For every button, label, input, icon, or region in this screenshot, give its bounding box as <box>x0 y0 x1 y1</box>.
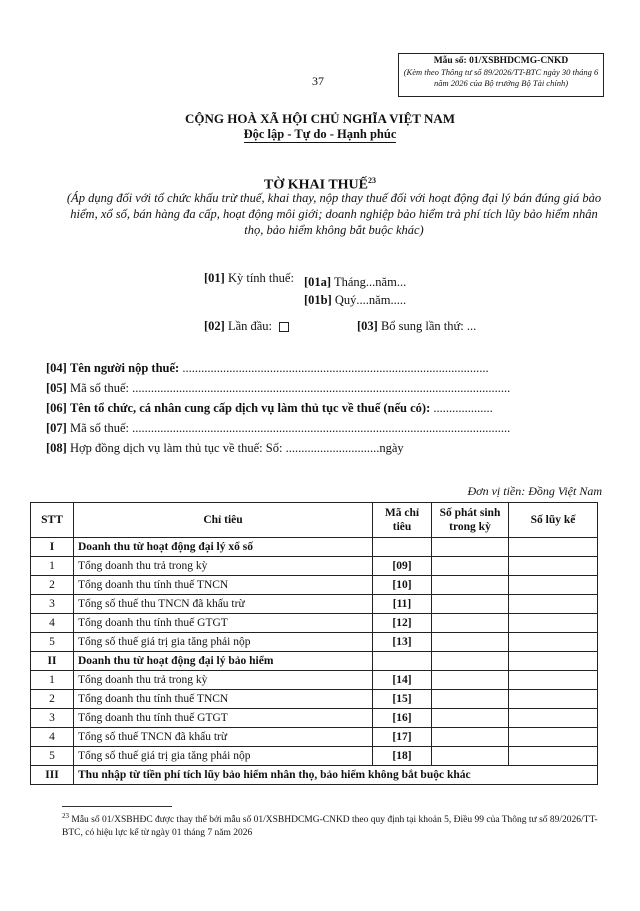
row-indicator: Doanh thu từ hoạt động đại lý bảo hiểm <box>74 652 373 671</box>
field-01b-label: Quý....năm..... <box>334 293 407 307</box>
table-row <box>31 690 598 709</box>
row-accumulated-cell <box>509 652 598 671</box>
row-stt: II <box>31 652 74 671</box>
row-accumulated-cell[interactable] <box>509 595 598 614</box>
row-accumulated-cell[interactable] <box>509 633 598 652</box>
page-number: 37 <box>312 74 324 88</box>
table-row <box>31 557 598 576</box>
field-01-code: [01] <box>204 271 225 285</box>
national-title: CỘNG HOÀ XÃ HỘI CHỦ NGHĨA VIỆT NAM <box>184 111 456 126</box>
table-row <box>31 728 598 747</box>
motto-text: Độc lập - Tự do - Hạnh phúc <box>243 127 397 141</box>
row-indicator: Tổng số thuế TNCN đã khấu trừ <box>74 728 373 747</box>
table-body <box>31 538 598 785</box>
form-title-text: TỜ KHAI THUẾ <box>264 177 368 193</box>
row-accumulated-cell[interactable] <box>509 709 598 728</box>
field-06-label: Tên tổ chức, cá nhân cung cấp dịch vụ làm thủ tục về thuế (nếu có): <box>69 401 431 415</box>
field-06-dots: ................... <box>433 401 493 415</box>
row-arising-cell[interactable] <box>432 690 509 709</box>
field-02 <box>204 319 289 334</box>
header-stt: STT <box>31 503 74 538</box>
field-01b-code: [01b] <box>304 293 332 307</box>
field-08-code: [08] <box>46 441 67 455</box>
field-06-code: [06] <box>46 401 67 415</box>
table-section-row <box>31 766 598 785</box>
field-03-label: Bổ sung lần thứ: ... <box>380 319 477 333</box>
row-arising-cell[interactable] <box>432 614 509 633</box>
row-indicator: Tổng doanh thu trả trong kỳ <box>74 557 373 576</box>
field-01 <box>204 271 294 286</box>
table-row <box>31 709 598 728</box>
title-footnote-ref: 23 <box>368 176 376 185</box>
table-row <box>31 614 598 633</box>
table-row <box>31 595 598 614</box>
row-code: [15] <box>373 690 432 709</box>
table-row <box>31 633 598 652</box>
row-accumulated-cell[interactable] <box>509 747 598 766</box>
table-row <box>31 747 598 766</box>
footnote-divider <box>62 806 172 807</box>
field-04[interactable] <box>46 361 489 376</box>
row-arising-cell[interactable] <box>432 633 509 652</box>
field-01a[interactable] <box>304 275 406 290</box>
row-accumulated-cell[interactable] <box>509 671 598 690</box>
row-indicator: Thu nhập từ tiền phí tích lũy bảo hiểm nhân thọ, bảo hiểm không bắt buộc khác <box>74 766 598 785</box>
form-code: Mẫu số: 01/XSBHDCMG-CNKD <box>433 56 569 66</box>
field-01b[interactable] <box>304 293 406 308</box>
field-01a-label: Tháng...năm... <box>333 275 407 289</box>
row-indicator: Tổng số thuế giá trị gia tăng phải nộp <box>74 747 373 766</box>
row-accumulated-cell <box>509 538 598 557</box>
footnote-text: Mẫu số 01/XSBHĐC được thay thế bởi mẫu số 01/XSBHDCMG-CNKD theo quy định tại khoản 5, Điều 99 của Thông tư số 89/2026/TT-BTC, có hiệu lực kể từ ngày 01 tháng 7 năm 2026 <box>62 815 598 839</box>
row-stt: 5 <box>31 633 74 652</box>
row-accumulated-cell[interactable] <box>509 576 598 595</box>
table-section-row <box>31 652 598 671</box>
row-code: [09] <box>373 557 432 576</box>
row-indicator: Tổng số thuế giá trị gia tăng phải nộp <box>74 633 373 652</box>
row-arising-cell[interactable] <box>432 595 509 614</box>
row-code <box>373 538 432 557</box>
header-indicator: Chỉ tiêu <box>74 503 373 538</box>
header-accumulated: Số lũy kế <box>509 503 598 538</box>
field-03[interactable] <box>357 319 476 334</box>
currency-unit: Đơn vị tiền: Đồng Việt Nam <box>467 484 602 498</box>
field-07-code: [07] <box>46 421 67 435</box>
row-accumulated-cell[interactable] <box>509 614 598 633</box>
header-arising: Số phát sinh trong kỳ <box>432 503 509 538</box>
field-02-label: Lần đầu: <box>227 319 273 333</box>
row-arising-cell <box>432 652 509 671</box>
field-04-dots: .................................................................................................. <box>182 361 489 375</box>
row-indicator: Doanh thu từ hoạt động đại lý xổ số <box>74 538 373 557</box>
row-code: [12] <box>373 614 432 633</box>
field-03-code: [03] <box>357 319 378 333</box>
row-code: [11] <box>373 595 432 614</box>
row-stt: 5 <box>31 747 74 766</box>
field-01a-code: [01a] <box>304 275 332 289</box>
row-accumulated-cell[interactable] <box>509 690 598 709</box>
national-motto <box>0 127 640 142</box>
row-code: [13] <box>373 633 432 652</box>
field-05-code: [05] <box>46 381 67 395</box>
field-06[interactable] <box>46 401 493 416</box>
row-arising-cell[interactable] <box>432 709 509 728</box>
row-arising-cell <box>432 538 509 557</box>
field-08[interactable] <box>46 441 404 456</box>
field-05[interactable] <box>46 381 510 396</box>
field-05-dots: ......................................................................................................................... <box>132 381 511 395</box>
row-accumulated-cell[interactable] <box>509 728 598 747</box>
row-code <box>373 652 432 671</box>
field-01-label: Kỳ tính thuế: <box>227 271 294 285</box>
row-stt: 1 <box>31 557 74 576</box>
field-05-label: Mã số thuế: <box>69 381 129 395</box>
row-stt: III <box>31 766 74 785</box>
row-arising-cell[interactable] <box>432 557 509 576</box>
footnote <box>62 810 602 840</box>
form-subtitle: (Áp dụng đối với tổ chức khấu trừ thuế, khai thay, nộp thay thuế đối với hoạt động đại lý bán đúng giá bảo hiểm, xổ số, bán hàng đa cấp, hoạt động môi giới; doanh nghiệp bảo hiểm trả phí tích lũy bảo hiểm nhân thọ, bảo hiểm không bắt buộc khác) <box>66 191 602 237</box>
row-stt: 3 <box>31 595 74 614</box>
field-02-code: [02] <box>204 319 225 333</box>
row-indicator: Tổng doanh thu tính thuế TNCN <box>74 576 373 595</box>
table-row <box>31 671 598 690</box>
row-code: [18] <box>373 747 432 766</box>
first-time-checkbox[interactable] <box>279 322 289 332</box>
field-04-label: Tên người nộp thuế: <box>69 361 180 375</box>
row-indicator: Tổng doanh thu tính thuế TNCN <box>74 690 373 709</box>
row-code: [14] <box>373 671 432 690</box>
table-header-row <box>31 503 598 538</box>
row-stt: 1 <box>31 671 74 690</box>
form-code-box <box>398 53 604 97</box>
row-indicator: Tổng doanh thu tính thuế GTGT <box>74 614 373 633</box>
row-stt: 2 <box>31 690 74 709</box>
row-stt: 2 <box>31 576 74 595</box>
row-accumulated-cell[interactable] <box>509 557 598 576</box>
footnote-ref: 23 <box>62 812 69 820</box>
row-stt: 4 <box>31 614 74 633</box>
row-indicator: Tổng doanh thu tính thuế GTGT <box>74 709 373 728</box>
field-08-label: Hợp đồng dịch vụ làm thủ tục về thuế: Số: <box>69 441 283 455</box>
row-arising-cell[interactable] <box>432 747 509 766</box>
tax-table <box>30 502 598 785</box>
row-arising-cell[interactable] <box>432 728 509 747</box>
field-04-code: [04] <box>46 361 67 375</box>
row-indicator: Tổng số thuế thu TNCN đã khấu trừ <box>74 595 373 614</box>
row-code: [17] <box>373 728 432 747</box>
row-arising-cell[interactable] <box>432 576 509 595</box>
form-code-note: (Kèm theo Thông tư số 89/2026/TT-BTC ngày 30 tháng 6 năm 2026 của Bộ trưởng Bộ Tài chính) <box>403 67 599 88</box>
table-row <box>31 576 598 595</box>
field-07-label: Mã số thuế: <box>69 421 129 435</box>
header-code: Mã chỉ tiêu <box>373 503 432 538</box>
row-code: [10] <box>373 576 432 595</box>
field-07[interactable] <box>46 421 510 436</box>
row-arising-cell[interactable] <box>432 671 509 690</box>
row-stt: 4 <box>31 728 74 747</box>
row-stt: 3 <box>31 709 74 728</box>
field-07-dots: ......................................................................................................................... <box>132 421 511 435</box>
field-08-dots: ..............................ngày <box>285 441 404 455</box>
row-indicator: Tổng doanh thu trả trong kỳ <box>74 671 373 690</box>
table-section-row <box>31 538 598 557</box>
row-code: [16] <box>373 709 432 728</box>
row-stt: I <box>31 538 74 557</box>
